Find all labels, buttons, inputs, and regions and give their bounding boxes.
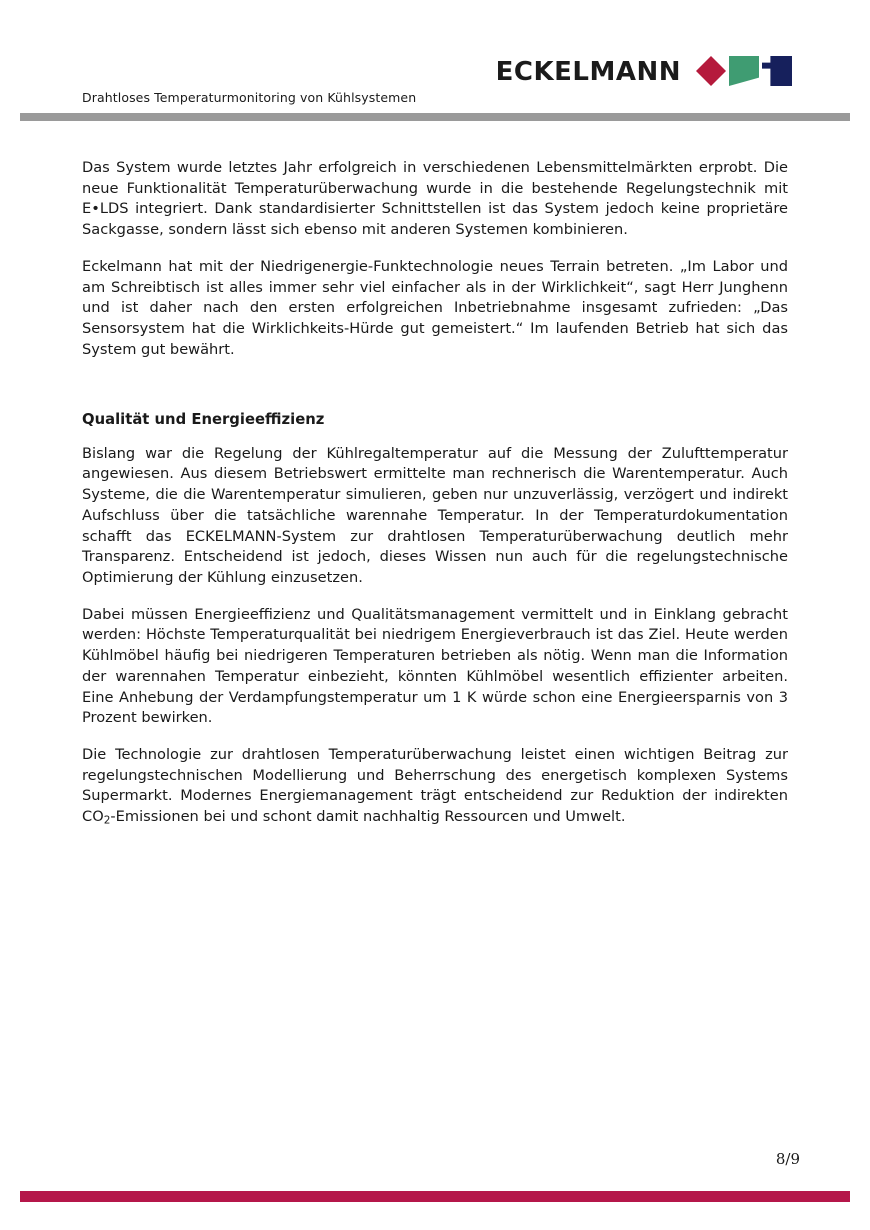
section-spacer [82,376,788,410]
diamond-icon [696,56,726,86]
page-header [0,0,870,120]
header-divider [20,113,850,121]
logo-marks [693,56,792,88]
paragraph-part-1: Die Technologie zur drahtlosen Temperaturüberwachung leistet einen wichtigen Beitrag zur regelungstechnischen Modellierung und Beherrschung des energetisch komplexen Systems Supermarkt. Modernes Energiemanagement trägt entscheidend zur Reduktion der indirekten CO [82,746,788,826]
footer-divider [20,1191,850,1202]
paragraph-with-subscript [82,745,788,828]
block-icon [762,56,792,86]
document-title: Drahtloses Temperaturmonitoring von Kühlsystemen [82,90,417,105]
wedge-icon [729,56,759,86]
section-heading: Qualität und Energieeffizienz [82,411,325,429]
paragraph-part-2: -Emissionen bei und schont damit nachhaltig Ressourcen und Umwelt. [110,808,626,826]
paragraph: Das System wurde letztes Jahr erfolgreich in verschiedenen Lebensmittelmärkten erprobt. Die neue Funktionalität Temperaturüberwachung wurde in die bestehende Regelungstechnik mit E•LDS integriert. Dank standardisierter Schnittstellen ist das System jedoch keine proprietäre Sackgasse, sondern lässt sich ebenso mit anderen Systemen kombinieren. [82,159,788,239]
paragraph: Bislang war die Regelung der Kühlregaltemperatur auf die Messung der Zulufttemperatur angewiesen. Aus diesem Betriebswert ermittelte man rechnerisch die Warentemperatur. Auch Systeme, die die Warentemperatur simulieren, geben nur unzuverlässig, verzögert und indirekt Aufschluss über die tatsächliche warennahe Temperatur. In der Temperaturdokumentation schafft das ECKELMANN-System zur drahtlosen Temperaturüberwachung deutlich mehr Transparenz. Entscheidend ist jedoch, dieses Wissen nun auch für die regelungstechnische Optimierung der Kühlung einzusetzen. [82,444,788,587]
logo-wordmark: ECKELMANN [495,57,681,87]
subscript-2: 2 [103,814,111,827]
document-body [82,158,788,844]
paragraph: Dabei müssen Energieeffizienz und Qualitätsmanagement vermittelt und in Einklang gebracht werden: Höchste Temperaturqualität bei niedrigem Energieverbrauch ist das Ziel. Heute werden Kühlmöbel häufig bei niedrigeren Temperaturen betrieben als nötig. Wenn man die Information der warennahen Temperatur einbezieht, könnten Kühlmöbel wesentlich effizienter arbeiten. Eine Anhebung der Verdampfungstemperatur um 1 K würde schon eine Energieersparnis von 3 Prozent bewirken. [82,605,788,727]
paragraph: Eckelmann hat mit der Niedrigenergie-Funktechnologie neues Terrain betreten. „Im Labor und am Schreibtisch ist alles immer sehr viel einfacher als in der Wirklichkeit“, sagt Herr Junghenn und ist daher nach den ersten erfolgreichen Inbetriebnahme insgesamt zufrieden: „Das Sensorsystem hat die Wirklichkeits-Hürde gut gemeistert.“ Im laufenden Betrieb hat sich das System gut bewährt. [82,257,788,358]
page-number: 8/9 [775,1150,800,1168]
eckelmann-logo [496,55,792,89]
